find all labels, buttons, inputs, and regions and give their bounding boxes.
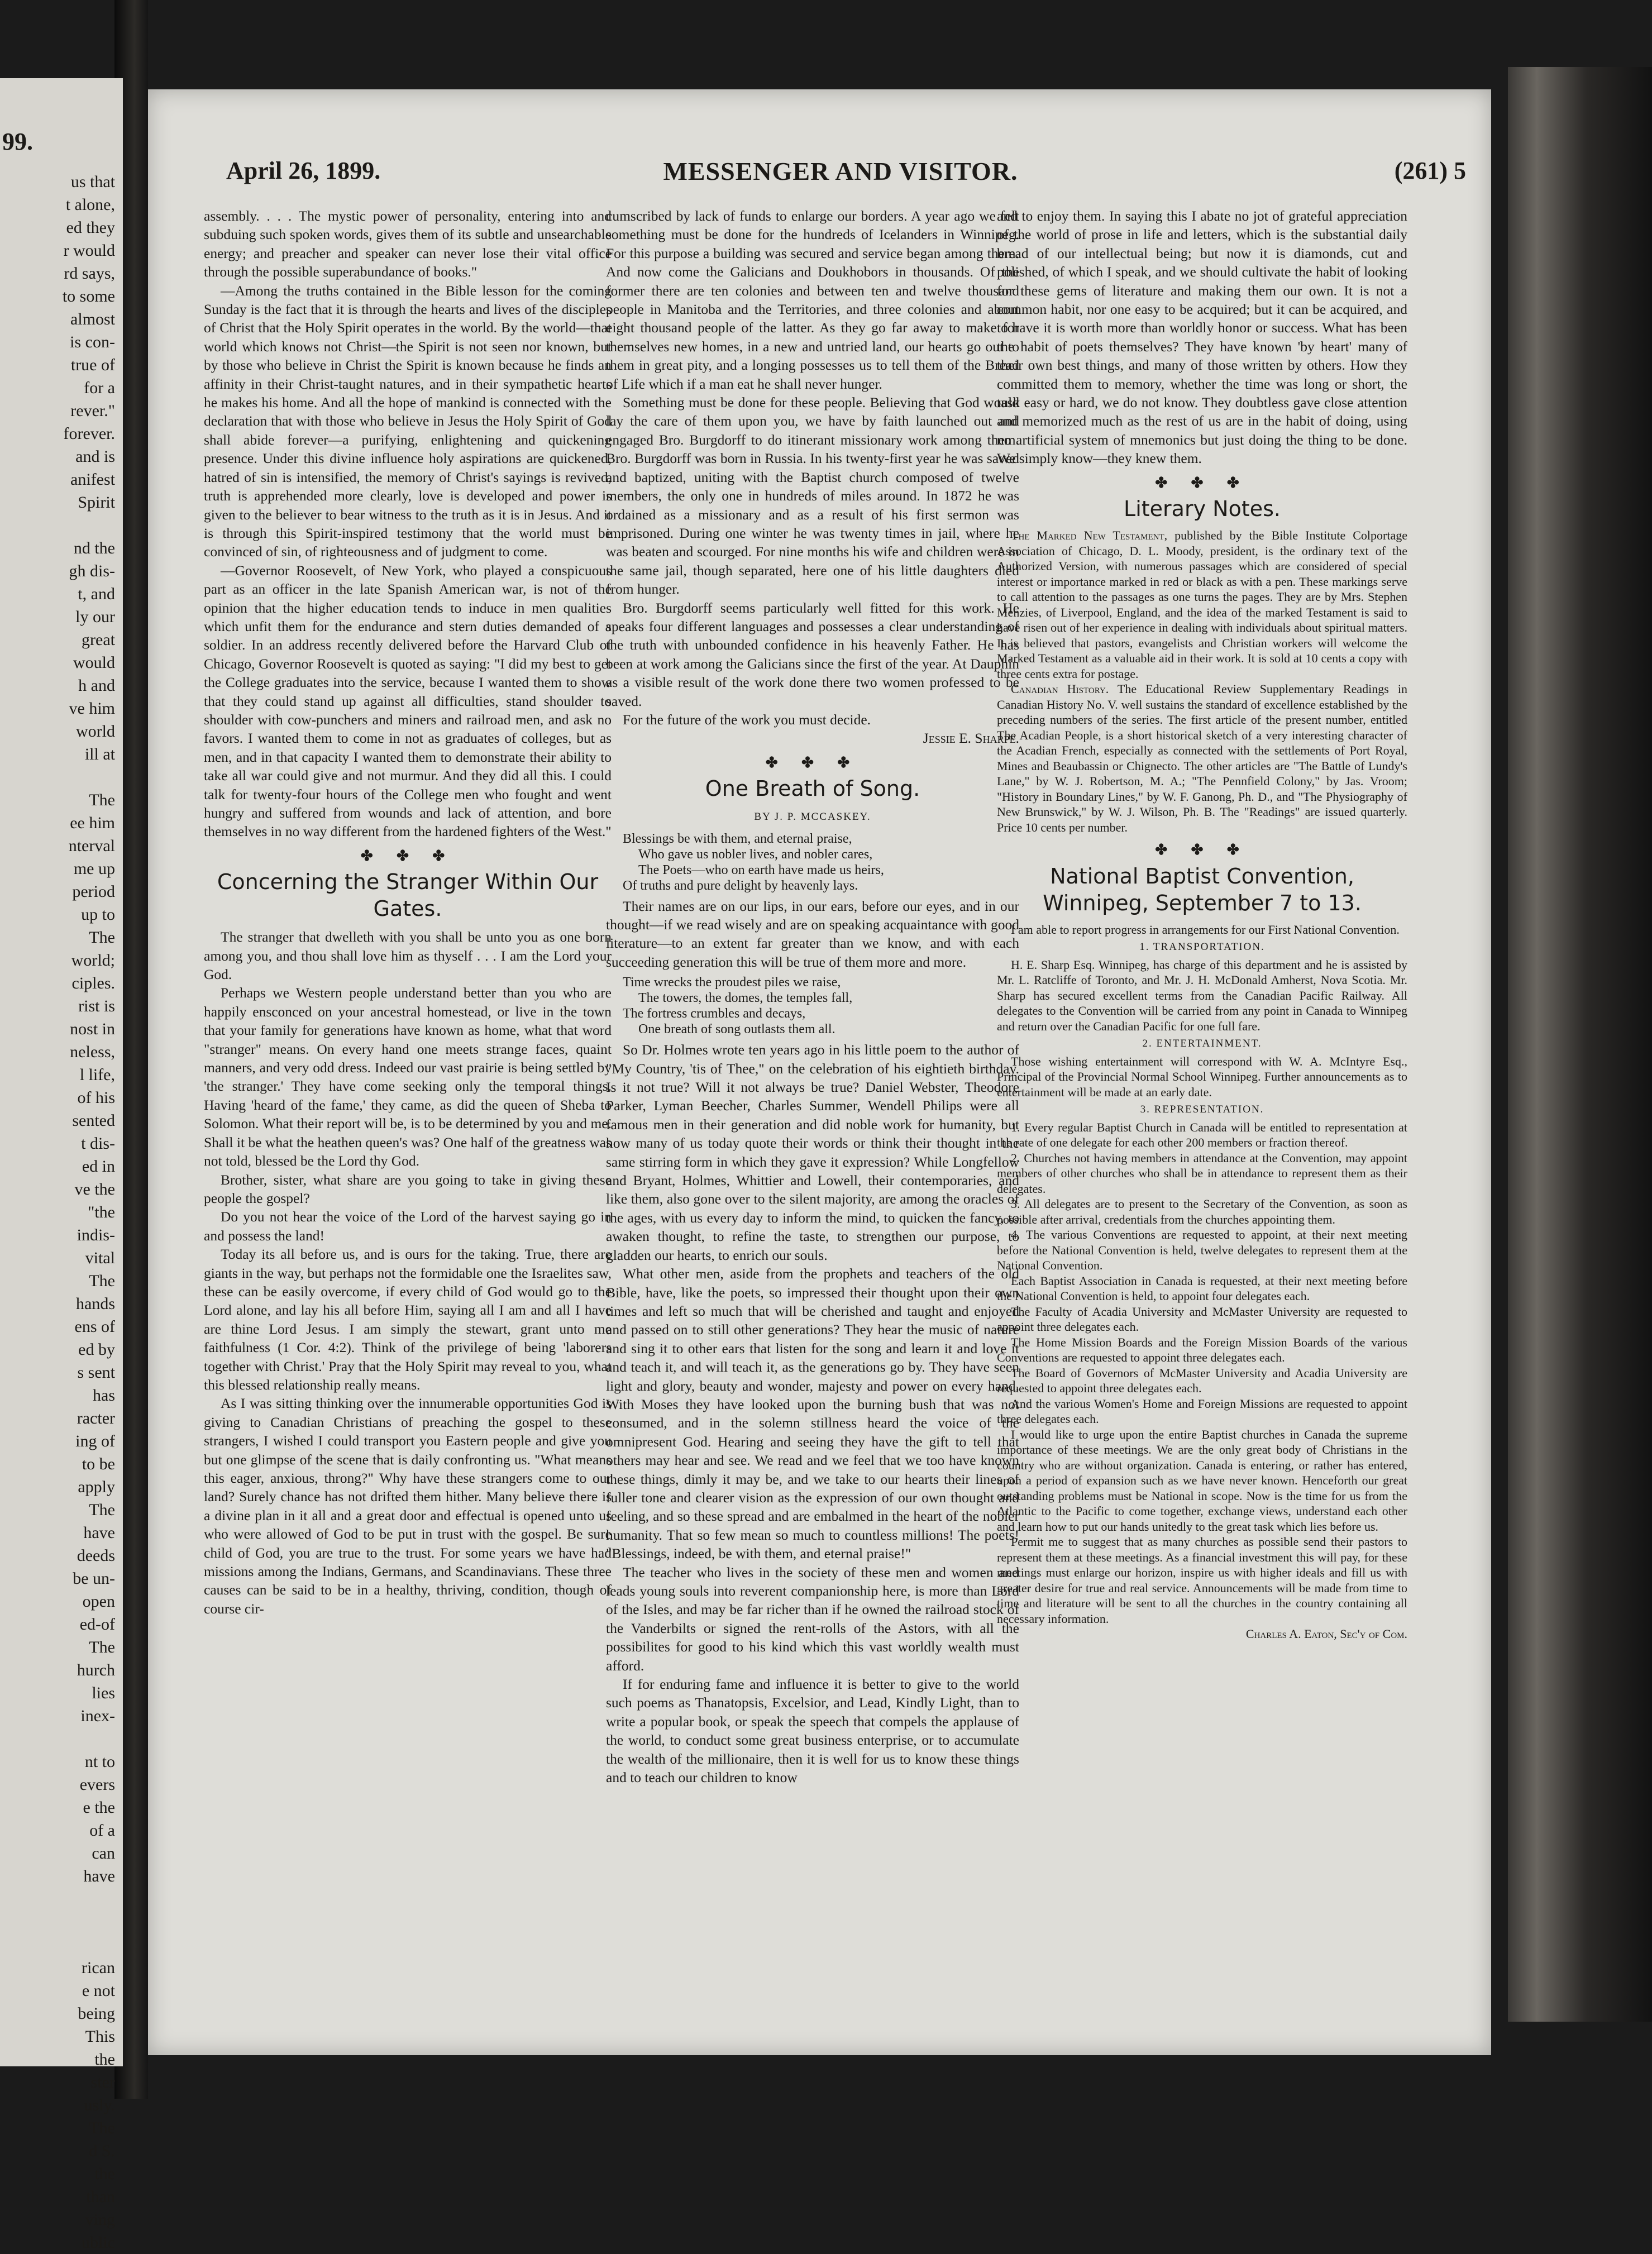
previous-page-fragment: of his bbox=[77, 1088, 115, 1107]
page-header bbox=[226, 156, 1472, 195]
byline: BY J. P. MCCASKEY. bbox=[754, 811, 871, 823]
previous-page-fragment: almost bbox=[70, 310, 115, 328]
paragraph: Do you not hear the voice of the Lord of the harvest saying go in and possess the land! bbox=[204, 1209, 612, 1244]
paragraph: And the various Women's Home and Foreign Missions are requested to appoint three delegates each. bbox=[997, 1396, 1407, 1426]
previous-page-fragment: ciples. bbox=[71, 974, 115, 992]
previous-page-fragment: lies bbox=[92, 1684, 115, 1702]
previous-page-fragment: hands bbox=[76, 1295, 115, 1313]
ornament: ✤ ✤ ✤ bbox=[765, 754, 860, 771]
newspaper-page bbox=[148, 89, 1491, 2055]
paragraph: 3. All delegates are to present to the Secretary of the Convention, as soon as possible after arrival, credentials from the churches appointing them. bbox=[997, 1197, 1407, 1226]
previous-page-fragment: be un- bbox=[73, 1569, 115, 1588]
previous-page-fragment: ens of bbox=[74, 1317, 115, 1336]
subheading: 1. TRANSPORTATION. bbox=[1139, 941, 1265, 953]
previous-page-fragment: rever." bbox=[70, 402, 115, 420]
previous-page-fragment: vital bbox=[85, 1249, 115, 1267]
previous-page-fragment: ed-of bbox=[79, 1615, 115, 1634]
previous-page-fragment: world bbox=[76, 722, 115, 741]
paragraph: The teacher who lives in the society of these men and women and leads young souls into reverent companionship here, is more than Lord of the Isles, and may be far richer than if he owned the railroad stock of the Vanderbilts or signed the rent-rolls of the Astors, with all the possibilites for good to his kind which this vast worldly wealth must afford. bbox=[606, 1564, 1019, 1674]
book-edge bbox=[1508, 67, 1652, 2022]
previous-page-fragment: t dis- bbox=[81, 1134, 115, 1153]
previous-page-fragment: indis- bbox=[77, 1226, 115, 1244]
paragraph: Each Baptist Association in Canada is requested, at their next meeting before the National Convention is held, to appoint four delegates each. bbox=[997, 1273, 1407, 1303]
previous-page-fragment: nd the bbox=[73, 539, 115, 557]
previous-page-fragment: would bbox=[73, 653, 115, 672]
previous-page-fragment: open bbox=[82, 1592, 115, 1611]
previous-page-fragment: being bbox=[78, 2004, 115, 2023]
previous-page-fragment: evers bbox=[79, 1775, 115, 1794]
previous-page-fragment: The bbox=[89, 1272, 115, 1290]
ornament: ✤ ✤ ✤ bbox=[1155, 842, 1249, 858]
previous-page-fragment: ed they bbox=[66, 218, 115, 237]
previous-page-fragment: neless, bbox=[70, 1043, 115, 1061]
signature: Jessie E. Sharpe. bbox=[923, 730, 1019, 747]
lead-in: The Marked New Testament, bbox=[1011, 528, 1168, 543]
paragraph: The Home Mission Boards and the Foreign Mission Boards of the various Conventions are requested to appoint three delegates each. bbox=[997, 1335, 1407, 1364]
section-heading: Literary Notes. bbox=[1124, 496, 1281, 522]
previous-page-fragment: apply bbox=[78, 1478, 115, 1496]
previous-page-fragment: ee him bbox=[70, 814, 115, 832]
previous-page-fragment: sented bbox=[72, 1111, 115, 1130]
previous-page-fragment: inex- bbox=[80, 1707, 115, 1725]
previous-page-fragment: has bbox=[93, 1386, 115, 1405]
poem-line: One breath of song outlasts them all. bbox=[638, 1022, 835, 1037]
previous-page-fragment: the bbox=[94, 2165, 115, 2183]
previous-page-fragment: than bbox=[86, 2188, 115, 2206]
paragraph: Their names are on our lips, in our ears, before our eyes, and in our thought—if we read wisely and are on speaking acquaintance with good literature—to an extent far greater than we know, and with each succeeding generation this will be true of them more and more. bbox=[606, 897, 1019, 970]
previous-page-fragment: rist is bbox=[78, 997, 115, 1015]
paragraph: assembly. . . . The mystic power of personality, entering into and subduing such spoken words, gives them of its subtle and unsearchable energy; and preacher and speaker can never lose their vital office through the possible superabundance of books." bbox=[204, 208, 612, 280]
paragraph: Today its all before us, and is ours for the taking. True, there are giants in the way, but perhaps not the formidable one the Israelites saw, these can be easily overcome, if every child of God would go to the Lord alone, and lay his all before Him, saying all I am and all I have are thine Lord Jesus. I am simply the stewart, grant unto me faithfulness (1 Cor. 4:2). Think of the privilege of being 'laborers together with Christ.' Pray that the Holy Spirit may reveal to you, what this blessed relationship really means. bbox=[204, 1246, 612, 1393]
signature: Charles A. Eaton, Sec'y of Com. bbox=[1245, 1627, 1407, 1641]
previous-page-fragment: me up bbox=[73, 859, 115, 878]
paragraph: H. E. Sharp Esq. Winnipeg, has charge of this department and he is assisted by Mr. L. Ratcliffe of Toronto, and Mr. J. H. McDonald Amherst, Nova Scotia. Mr. Sharp has secured excellent terms from the Canadian Pacific Railway. All delegates to the Convention will be carried from any point in Canada to Winnipeg and return over the Canadian Pacific for one full fare. bbox=[997, 957, 1407, 1033]
previous-page-fragment: ve the bbox=[74, 1180, 115, 1198]
paragraph: Something must be done for these people. Believing that God would lay the care of them upon you, we have by faith launched out and engaged Bro. Burgdorff to do itinerant missionary work among them. Bro. Burgdorff was born in Russia. In his twenty-first year he was saved and baptized, uniting with the Baptist church composed of twelve members, the only one in hundreds of miles around. In 1872 he was ordained as a missionary and as a result of his first sermon was imprisoned. During one winter he was twenty times in jail, where he was beaten and scourged. For nine months his wife and children were in the same jail, though separated, here one of his little daughters died from hunger. bbox=[606, 394, 1019, 598]
subheading: 3. REPRESENTATION. bbox=[1140, 1104, 1264, 1115]
previous-page-fragment: nost in bbox=[70, 1020, 115, 1038]
paragraph: and to enjoy them. In saying this I abate no jot of grateful appreciation of the world of prose in life and letters, which is the substantial daily bread of our intellectual being; but now it is diamonds, cut and polished, of which I speak, and we should cultivate the habit of looking for these gems of literature and making them our own. It is not a common habit, nor one easy to be acquired; but it can be acquired, and to have it is worth more than worldly honor or success. What has been the habit of poets themselves? They have known 'by heart' many of their own best things, and many of those written by others. How they committed them to memory, whether the time was long or short, the task easy or hard, we do not know. They doubtless gave close attention and memorized much as the rest of us are in the habit of doing, using no artificial system of mnemonics but just doing the thing to be done. We simply know—they knew them. bbox=[997, 208, 1407, 467]
paragraph: —Governor Roosevelt, of New York, who played a conspicuous part as an officer in the late Spanish American war, is not of the opinion that the higher education tends to induce in men qualities which unfit them for the endurance and stern duties demanded of a soldier. In an address recently delivered before the Harvard Club of Chicago, Governor Roosevelt is quoted as saying: "I did my best to get the College graduates into the service, because I wanted them to show that they could stand up against all difficulties, stand shoulder to shoulder with cow-punchers and miners and railroad men, and ask no favors. I wanted them to come in not as graduates of colleges, but as men, and in that capacity I wanted them to demonstrate their ability to take all war could give and not murmur. And they did all this. I could talk for twenty-four hours of the College men who fought and went hungry and suffered from wounds and lack of attention, and bore themselves in no way different from the hardened fighters of the West." bbox=[204, 562, 612, 840]
paragraph: Those wishing entertainment will correspond with W. A. McIntyre Esq., Principal of the Provincial Normal School Winnipeg. Further announcements as to entertainment will be made at an early date. bbox=[997, 1054, 1407, 1099]
paragraph: —Among the truths contained in the Bible lesson for the coming Sunday is the fact that it is through the hearts and lives of the disciples of Christ that the Holy Spirit operates in the world. By the world—that world which knows not Christ—the Spirit is not seen nor known, but by those who believe in Christ the Spirit is known because he finds an affinity in their Christ-taught natures, and in their sympathetic hearts he makes his home. And all the hope of mankind is connected with the declaration that with those who believe in Jesus the Holy Spirit of God shall abide forever—a purifying, enlightening and quickening presence. Under this divine influence holy aspirations are quickened, hatred of sin is intensified, the memory of Christ's sayings is revived, truth is apprehended more clearly, love is developed and power is given to the believer to bear witness to the truth as it is in Jesus. And it is through this Spirit-inspired testimony that the world must be convinced of sin, of righteousness and of judgment to come. bbox=[204, 282, 612, 560]
poem-line: The towers, the domes, the temples fall, bbox=[638, 991, 853, 1006]
previous-page-fragment: gh dis- bbox=[69, 562, 115, 580]
previous-page-fragment: ve him bbox=[69, 699, 115, 718]
previous-page-fragment: true of bbox=[70, 356, 115, 374]
previous-page-fragment: us that bbox=[70, 173, 115, 191]
poem-line: Of truths and pure delight by heavenly lays. bbox=[623, 878, 858, 893]
previous-page-fragment: ed by bbox=[78, 1340, 115, 1359]
previous-page-fragment: nt to bbox=[84, 1752, 115, 1771]
paragraph: I am able to report progress in arrangements for our First National Convention. bbox=[1011, 922, 1400, 937]
convention-notice bbox=[997, 922, 1407, 1642]
previous-page-fragment: This bbox=[85, 2027, 115, 2046]
previous-page-fragment: have bbox=[83, 1524, 115, 1542]
paragraph-body: The Educational Review Supplementary Readings in Canadian History No. V. well sustains the standard of excellence established by the preceding numbers of the series. The first article of the present number, entitled The Acadian People, is a short historical sketch of a very interesting character of the Acadian French, especially as connected with the settlements of Port Royal, Mines and Beaubassin or Chignecto. The other articles are "The Battle of Lundy's Lane," by W. J. Robertson, M. A.; "The Pennfield Colony," by Jas. Vroom; "History in Boundary Lines," by W. F. Ganong, Ph. D., and "The Physiography of New Brunswick," by W. J. Wilson, Ph. B. The "Readings" are issued quarterly. Price 10 cents per number. bbox=[997, 682, 1408, 834]
paragraph-body: published by the Bible Institute Colportage Association of Chicago, D. L. Moody, president, is the ordinary text of the Authorized Version, with numerous passages which are considered of special interest or importance marked in red or black as with a pen. These markings serve to call attention to the passages as one turns the pages. They are by Mrs. Stephen Menzies, of Liverpool, England, and the idea of the marked Testament is said to have risen out of her experience in dealing with individuals about spiritual matters. It is believed that pastors, evangelists and Christian workers will welcome the Marked Testament as a valuable aid in their work. It is sold at 10 cents a copy with three cents extra for postage. bbox=[997, 528, 1407, 681]
previous-page-fragment: anifest bbox=[70, 470, 115, 489]
paragraph: For the future of the work you must decide. bbox=[623, 711, 871, 728]
previous-page-fragment: rican bbox=[82, 1959, 115, 1977]
poem-line: Blessings be with them, and eternal praise, bbox=[623, 831, 852, 846]
section-heading: National Baptist Convention, Winnipeg, September 7 to 13. bbox=[1043, 863, 1362, 915]
previous-page-fragment: ly our bbox=[75, 608, 115, 626]
previous-page-fragment: ill at bbox=[84, 745, 115, 763]
paragraph: Permit me to suggest that as many churches as possible send their pastors to represent them at these meetings. As a financial investment this will pay, for these meetings must enlarge our horizon, inspire us with higher ideals and fill us with greater desire for true and real service. Announcements will be made from time to time and literature will be sent to all the churches in the country containing all necessary information. bbox=[997, 1535, 1407, 1626]
paragraph: The Board of Governors of McMaster University and Acadia University are requested to appoint three delegates each. bbox=[997, 1365, 1407, 1395]
previous-page-fragment: ed in bbox=[82, 1157, 115, 1176]
poem-line: The fortress crumbles and decays, bbox=[623, 1006, 806, 1021]
previous-page-fragment: nterval bbox=[68, 837, 115, 855]
article-heading: Concerning the Stranger Within Our Gates. bbox=[217, 870, 599, 921]
previous-page-fragment: to some bbox=[62, 287, 115, 305]
previous-page-fragment: s sent bbox=[77, 1363, 115, 1382]
previous-page-strip bbox=[0, 78, 123, 2252]
previous-page-fragment: e not bbox=[82, 1981, 115, 2000]
poem-line: The Poets—who on earth have made us heirs, bbox=[638, 862, 884, 877]
previous-page-number: 99. bbox=[2, 128, 33, 155]
previous-page-fragment: r would bbox=[63, 241, 115, 260]
previous-page-fragment: h and bbox=[78, 676, 115, 695]
column-1 bbox=[204, 207, 612, 1618]
paragraph: 2. Churches not having members in attendance at the Convention, may appoint members of other churches who shall be in attendance to represent them as their delegates. bbox=[997, 1150, 1407, 1196]
article-heading: One Breath of Song. bbox=[705, 776, 920, 801]
paragraph: The Faculty of Acadia University and McMaster University are requested to appoint three delegates each. bbox=[997, 1304, 1407, 1334]
paragraph bbox=[997, 528, 1407, 681]
subheading: 2. ENTERTAINMENT. bbox=[1142, 1038, 1262, 1049]
previous-page-fragment: The bbox=[89, 1501, 115, 1519]
previous-page-fragment: world; bbox=[71, 951, 115, 970]
previous-page-fragment: is con- bbox=[70, 333, 115, 351]
previous-page-fragment: ving bbox=[85, 2210, 115, 2229]
previous-page-fragment: The bbox=[89, 928, 115, 947]
previous-page-fragment: can bbox=[92, 1844, 115, 1863]
previous-page-fragment: Spirit bbox=[78, 493, 115, 512]
paragraph: cumscribed by lack of funds to enlarge our borders. A year ago we felt something must be done for the hundreds of Icelanders in Winnipeg. For this purpose a building was secured and service began among them. And now come the Galicians and Doukhobors in thousands. Of the former there are ten colonies and between ten and twelve thousand people in Manitoba and the Territories, and three colonies and about eight thousand people of the latter. As they go far away to make for themselves new homes, in a new and untried land, our hearts go out to them in great pity, and a longing possesses us to tell them of the Bread of Life which if a man eat he shall never hunger. bbox=[606, 208, 1019, 392]
page-number: (261) 5 bbox=[1394, 157, 1466, 184]
previous-page-fragment: The bbox=[89, 791, 115, 809]
previous-page-fragment: ublic bbox=[82, 2233, 115, 2252]
paragraph: 1. Every regular Baptist Church in Canada will be entitled to representation at the rate of one delegate for each other 200 members or fraction thereof. bbox=[997, 1120, 1407, 1149]
previous-page-fragment: e the bbox=[83, 1798, 115, 1817]
poem-stanza bbox=[623, 831, 1019, 894]
paragraph: What other men, aside from the prophets and teachers of the old Bible, have, like the poets, so impressed their thought upon their own times and left so much that will be cherished and taught and enjoyed and passed on to still other generations? They hear the music of nature and sing it to other ears that listen for the song and learn it and love it and teach it, and will teach it, as the generations go by. They have seen light and glory, beauty and wonder, majesty and power on every hand. With Moses they have looked upon the burning bush that was not consumed, and in the solemn stillness heard the voice of the omnipresent God. Hearing and seeing they have the gift to tell that others may hear and see. We read and we feel that we too have known these things, dimly it may be, and we take to our hearts their lines of fuller tone and clearer vision as the expression of our own thought and feeling, and so these spread and are embalmed in the heart of the nobler humanity. That so few mean so much to countless millions! The poets! "Blessings, indeed, be with them, and eternal praise!" bbox=[606, 1266, 1019, 1562]
ornament: ✤ ✤ ✤ bbox=[360, 847, 455, 864]
previous-page-fragment: usly. bbox=[84, 2096, 115, 2114]
previous-page-fragment: for a bbox=[84, 379, 115, 397]
ornament: ✤ ✤ ✤ bbox=[1155, 474, 1249, 491]
previous-page-fragment: ster bbox=[90, 2073, 115, 2091]
previous-page-fragment: racter bbox=[77, 1409, 115, 1427]
masthead: MESSENGER AND VISITOR. bbox=[663, 157, 1018, 185]
poem-stanza bbox=[623, 975, 1019, 1037]
paragraph: So Dr. Holmes wrote ten years ago in his little poem to the author of "My Country, 'tis of Thee," on the celebration of his eightieth birthday. Is it not true? Will it not always be true? Daniel Webster, Theodore Parker, Lyman Beecher, Charles Summer, Wendell Philips were all famous men in their generation and did noble work for humanity, but how many of us today quote their words or think their thought in the same stirring form in which they gave it expression? While Longfellow and Bryant, Holmes, Whittier and Lowell, their contemporaries, and like them, also gone over to the silent majority, are among the oracles of the ages, with us every day to inform the mind, to quicken the fancy, to awaken thought, to refine the taste, to strengthen our purpose, to gladden our hearts, to enrich our souls. bbox=[606, 1042, 1019, 1263]
paragraph: As I was sitting thinking over the innumerable opportunities God is giving to Canadian Christians of preaching the gospel to these strangers, I wished I could transport you Eastern people and give you but one glimpse of the scene that is daily confronting us. "What means this eager, anxious, throng?" Why have these strangers come to our land? Surely chance has not drifted them hither. Many believe there is a divine plan in it all and a great door and effectual is opened unto us who were allowed of God to be put in trust with the gospel. Be sure child of God, you are true to the trust. For some years we have had missions among the Indians, Germans, and Scandinavians. These three causes can be said to be in a healthy, thriving, condition, though of course cir- bbox=[204, 1395, 612, 1617]
column-3 bbox=[997, 207, 1407, 1642]
previous-page-fragment: of a bbox=[89, 1821, 115, 1840]
poem-line: Time wrecks the proudest piles we raise, bbox=[623, 975, 841, 990]
previous-page-fragment: forever. bbox=[63, 424, 115, 443]
previous-page-fragment: to be bbox=[82, 1455, 115, 1473]
previous-page-fragment: up to bbox=[81, 905, 115, 924]
previous-page-fragment: The bbox=[89, 2119, 115, 2137]
paragraph: Perhaps we Western people understand better than you who are happily ensconced on your ancestral homestead, or live in the town that your family for generations have known as home, what that word "stranger" means. On every hand one meets strange faces, quaint manners, and very odd dress. Indeed our vast prairie is being settled by 'the stranger.' They have come seeking only the temporal things. Having 'heard of the fame,' they came, as did the queen of Sheba to Solomon. What their report will be, is to be determined by you and me. Shall it be what the heathen queen's was? One half of the greatness was not told, blessed be the Lord thy God. bbox=[204, 985, 612, 1169]
previous-page-fragment: hurch bbox=[77, 1661, 115, 1679]
column-2 bbox=[606, 207, 1019, 1787]
epigraph: The stranger that dwelleth with you shall be unto you as one born among you, and thou shall love him as thyself . . . I am the Lord your God. bbox=[204, 929, 612, 983]
previous-page-fragment: period bbox=[72, 882, 115, 901]
previous-page-fragment: great bbox=[82, 631, 115, 649]
paragraph: 4. The various Conventions are requested to appoint, at their next meeting before the National Convention is held, twelve delegates to represent them at the National Convention. bbox=[997, 1228, 1407, 1272]
previous-page-fragment: t alone, bbox=[65, 195, 115, 214]
previous-page-fragment: rd says, bbox=[64, 264, 115, 283]
literary-notes bbox=[997, 528, 1407, 835]
previous-page-fragment: and is bbox=[75, 447, 115, 466]
issue-date: April 26, 1899. bbox=[226, 157, 381, 184]
previous-page-fragment: t, and bbox=[78, 585, 115, 603]
previous-page-fragment: "the bbox=[88, 1203, 115, 1221]
paragraph: I would like to urge upon the entire Baptist churches in Canada the supreme importance of these meetings. We are the only great body of Christians in the country who are without organization. Canada is entering, or rather has entered, upon a period of expansion such as we have never known. Henceforth our great outstanding problems must be National in scope. Now is the time for us from the Atlantic to the Pacific to come together, exchange views, understand each other and learn how to put our hands unitedly to the great task which lies before us. bbox=[997, 1427, 1407, 1534]
poem-line: Who gave us nobler lives, and nobler cares, bbox=[638, 847, 873, 862]
paragraph bbox=[997, 681, 1407, 835]
previous-page-fragment: the bbox=[94, 2050, 115, 2069]
paragraph: Brother, sister, what share are you going to take in giving these people the gospel? bbox=[204, 1171, 612, 1206]
previous-page-fragment: have bbox=[83, 1867, 115, 1885]
previous-page-fragment: deeds bbox=[77, 1546, 115, 1565]
previous-page-fragment: ing of bbox=[75, 1432, 115, 1450]
previous-page-fragment: The bbox=[89, 1638, 115, 1656]
paragraph: Bro. Burgdorff seems particularly well fitted for this work. He speaks four different languages and possesses a clear understanding of the truth with unbounded confidence in his heavenly Father. He has been at work among the Galicians since the first of the year. At Dauphin as a visible result of the work done there two women professed to be saved. bbox=[606, 599, 1019, 709]
lead-in: Canadian History. bbox=[1011, 682, 1109, 696]
previous-page-fragment: d S. bbox=[89, 2142, 115, 2160]
paragraph: If for enduring fame and influence it is better to give to the world such poems as Thanatopsis, Excelsior, and Lead, Kindly Light, than to write a popular book, or speak the speech that compels the applause of the world, to conduct some great business enterprise, or to accumulate the wealth of the millionaire, then it is well for us to know these things and to teach our children to know bbox=[606, 1676, 1019, 1786]
previous-page-fragment: l life, bbox=[79, 1066, 115, 1084]
